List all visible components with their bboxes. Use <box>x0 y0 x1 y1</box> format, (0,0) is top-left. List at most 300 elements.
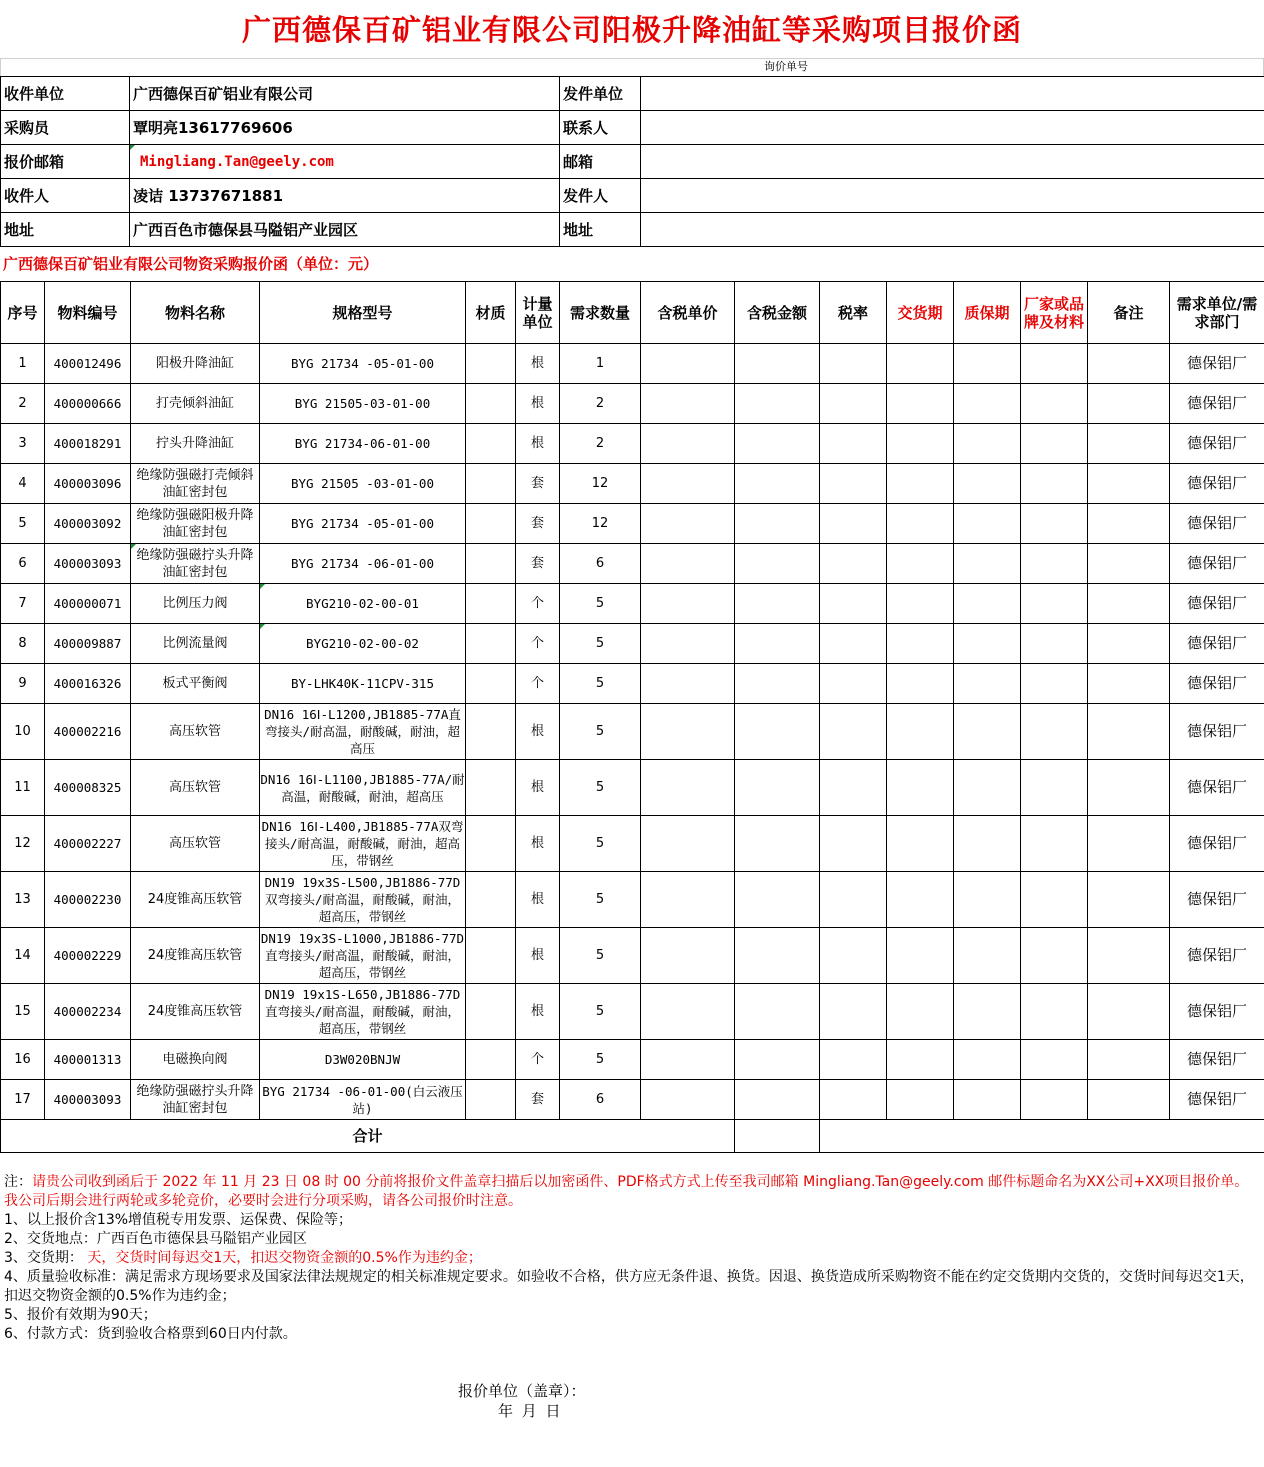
cell-name: 绝缘防强磁拧头升降油缸密封包 <box>131 544 260 584</box>
table-row <box>1 928 1264 984</box>
inquiry-number-label: 询价单号 <box>764 60 808 73</box>
cell-no: 17 <box>1 1080 45 1120</box>
quotation-table <box>0 281 1264 1153</box>
cell-no: 7 <box>1 584 45 624</box>
cell-empty <box>820 664 887 704</box>
cell-empty <box>954 384 1021 424</box>
cell-empty <box>466 544 516 584</box>
table-row <box>1 704 1264 760</box>
cell-no: 15 <box>1 984 45 1040</box>
cell-dept: 德保铝厂 <box>1170 504 1264 544</box>
table-row <box>1 1040 1264 1080</box>
cell-empty <box>887 424 954 464</box>
info-row <box>1 77 1264 111</box>
info-value-left: 广西德保百矿铝业有限公司 <box>130 77 560 111</box>
cell-code: 400018291 <box>45 424 131 464</box>
cell-code: 400003093 <box>45 1080 131 1120</box>
cell-spec: BYG210-02-00-02 <box>260 624 466 664</box>
cell-code: 400002230 <box>45 872 131 928</box>
cell-empty <box>1021 760 1088 816</box>
cell-empty <box>954 760 1021 816</box>
cell-dept: 德保铝厂 <box>1170 624 1264 664</box>
cell-name: 电磁换向阀 <box>131 1040 260 1080</box>
cell-no: 12 <box>1 816 45 872</box>
cell-empty <box>466 584 516 624</box>
column-header: 物料名称 <box>131 282 260 344</box>
column-header: 质保期 <box>954 282 1021 344</box>
cell-empty <box>1088 664 1170 704</box>
cell-empty <box>641 344 735 384</box>
note-prefix: 注： <box>4 1174 32 1190</box>
cell-dept: 德保铝厂 <box>1170 424 1264 464</box>
cell-name: 比例压力阀 <box>131 584 260 624</box>
cell-spec: BYG 21505 -03-01-00 <box>260 464 466 504</box>
total-label: 合计 <box>1 1120 735 1153</box>
cell-empty <box>735 984 820 1040</box>
cell-unit: 根 <box>516 424 560 464</box>
header-info-table <box>0 76 1264 247</box>
cell-empty <box>735 464 820 504</box>
cell-empty <box>1021 424 1088 464</box>
cell-qty: 12 <box>560 464 641 504</box>
cell-unit: 根 <box>516 704 560 760</box>
cell-code: 400001313 <box>45 1040 131 1080</box>
note-3 <box>4 1249 1256 1268</box>
cell-empty <box>1088 928 1170 984</box>
cell-name: 板式平衡阀 <box>131 664 260 704</box>
cell-dept: 德保铝厂 <box>1170 928 1264 984</box>
cell-no: 16 <box>1 1040 45 1080</box>
cell-empty <box>954 464 1021 504</box>
cell-empty <box>820 928 887 984</box>
table-row <box>1 384 1264 424</box>
cell-unit: 根 <box>516 384 560 424</box>
cell-code: 400012496 <box>45 344 131 384</box>
cell-empty <box>466 760 516 816</box>
column-header: 物料编号 <box>45 282 131 344</box>
cell-code: 400002216 <box>45 704 131 760</box>
cell-empty <box>1088 584 1170 624</box>
cell-dept: 德保铝厂 <box>1170 872 1264 928</box>
cell-empty <box>820 1080 887 1120</box>
cell-empty <box>641 664 735 704</box>
cell-qty: 5 <box>560 704 641 760</box>
cell-empty <box>887 664 954 704</box>
cell-code: 400003093 <box>45 544 131 584</box>
note-deadline-text: 请贵公司收到函后于 2022 年 11 月 23 日 08 时 00 分前将报价文件盖章扫描后以加密函件、PDF格式方式上传至我司邮箱 Mingliang.Tan@geely.com 邮件标题命名为XX公司+XX项目报价单。我公司后期会进行两轮或多轮竞价，必要时会进行分项采购，请各公司报价时注意。 <box>4 1174 1249 1209</box>
cell-code: 400008325 <box>45 760 131 816</box>
cell-empty <box>735 760 820 816</box>
cell-empty <box>1088 424 1170 464</box>
info-label-right: 地址 <box>560 213 641 247</box>
cell-empty <box>820 624 887 664</box>
cell-empty <box>735 1080 820 1120</box>
cell-empty <box>1021 816 1088 872</box>
cell-dept: 德保铝厂 <box>1170 704 1264 760</box>
cell-empty <box>887 704 954 760</box>
cell-empty <box>641 816 735 872</box>
cell-name: 拧头升降油缸 <box>131 424 260 464</box>
cell-qty: 1 <box>560 344 641 384</box>
cell-empty <box>954 344 1021 384</box>
table-row <box>1 760 1264 816</box>
cell-empty <box>820 464 887 504</box>
total-rest <box>820 1120 1264 1153</box>
cell-empty <box>1088 760 1170 816</box>
cell-empty <box>1088 984 1170 1040</box>
cell-dept: 德保铝厂 <box>1170 760 1264 816</box>
cell-empty <box>735 1040 820 1080</box>
cell-qty: 12 <box>560 504 641 544</box>
cell-spec: BYG 21734 -05-01-00 <box>260 504 466 544</box>
cell-empty <box>1021 344 1088 384</box>
info-value-right <box>641 111 1264 145</box>
cell-empty <box>641 760 735 816</box>
cell-unit: 套 <box>516 1080 560 1120</box>
table-header-row <box>1 282 1264 344</box>
cell-spec: BYG 21734-06-01-00 <box>260 424 466 464</box>
sign-date: 年 月 日 <box>498 1402 563 1420</box>
column-header: 规格型号 <box>260 282 466 344</box>
cell-spec: BY-LHK40K-11CPV-315 <box>260 664 466 704</box>
info-value-right <box>641 213 1264 247</box>
notes-block <box>4 1173 1256 1344</box>
cell-name: 高压软管 <box>131 816 260 872</box>
info-row <box>1 179 1264 213</box>
cell-unit: 个 <box>516 1040 560 1080</box>
column-header: 含税金额 <box>735 282 820 344</box>
cell-unit: 根 <box>516 984 560 1040</box>
cell-qty: 5 <box>560 624 641 664</box>
cell-dept: 德保铝厂 <box>1170 584 1264 624</box>
cell-unit: 根 <box>516 344 560 384</box>
cell-empty <box>820 816 887 872</box>
column-header: 交货期 <box>887 282 954 344</box>
cell-spec: DN19 19x3S-L500,JB1886-77D 双弯接头/耐高温，耐酸碱，耐油，超高压，带钢丝 <box>260 872 466 928</box>
cell-name: 绝缘防强磁阳极升降油缸密封包 <box>131 504 260 544</box>
cell-empty <box>466 1040 516 1080</box>
cell-empty <box>641 544 735 584</box>
table-row <box>1 624 1264 664</box>
cell-name: 高压软管 <box>131 760 260 816</box>
cell-empty <box>641 928 735 984</box>
cell-name: 24度锥高压软管 <box>131 928 260 984</box>
cell-spec: DN16 16Ⅰ-L1200,JB1885-77A直弯接头/耐高温，耐酸碱，耐油，超高压 <box>260 704 466 760</box>
cell-unit: 根 <box>516 872 560 928</box>
note-main <box>4 1173 1256 1211</box>
note-2: 2、交货地点：广西百色市德保县马隘铝产业园区 <box>4 1231 307 1247</box>
cell-empty <box>887 384 954 424</box>
column-header: 税率 <box>820 282 887 344</box>
cell-empty <box>1021 544 1088 584</box>
cell-empty <box>735 584 820 624</box>
info-value-left: 广西百色市德保县马隘铝产业园区 <box>130 213 560 247</box>
cell-code: 400002227 <box>45 816 131 872</box>
info-label-left: 地址 <box>1 213 130 247</box>
cell-no: 11 <box>1 760 45 816</box>
table-row <box>1 664 1264 704</box>
cell-qty: 5 <box>560 984 641 1040</box>
cell-empty <box>1021 624 1088 664</box>
cell-name: 24度锥高压软管 <box>131 872 260 928</box>
cell-empty <box>1088 344 1170 384</box>
info-row <box>1 145 1264 179</box>
cell-empty <box>641 504 735 544</box>
column-header: 计量单位 <box>516 282 560 344</box>
table-row <box>1 584 1264 624</box>
cell-code: 400003092 <box>45 504 131 544</box>
cell-spec: BYG 21734 -05-01-00 <box>260 344 466 384</box>
cell-spec: BYG 21734 -06-01-00(白云液压站) <box>260 1080 466 1120</box>
info-label-right: 发件人 <box>560 179 641 213</box>
cell-name: 打壳倾斜油缸 <box>131 384 260 424</box>
cell-spec: DN16 16Ⅰ-L400,JB1885-77A双弯接头/耐高温，耐酸碱，耐油，超高压，带钢丝 <box>260 816 466 872</box>
info-value-left: Mingliang.Tan@geely.com <box>130 145 560 179</box>
cell-spec: DN16 16Ⅰ-L1100,JB1885-77A/耐高温，耐酸碱，耐油，超高压 <box>260 760 466 816</box>
cell-spec: BYG 21734 -06-01-00 <box>260 544 466 584</box>
cell-unit: 根 <box>516 760 560 816</box>
cell-name: 阳极升降油缸 <box>131 344 260 384</box>
cell-empty <box>887 344 954 384</box>
column-header: 含税单价 <box>641 282 735 344</box>
cell-empty <box>887 544 954 584</box>
signature-block <box>458 1381 586 1421</box>
cell-empty <box>954 984 1021 1040</box>
cell-code: 400000666 <box>45 384 131 424</box>
table-row <box>1 984 1264 1040</box>
cell-no: 2 <box>1 384 45 424</box>
cell-qty: 2 <box>560 384 641 424</box>
cell-empty <box>887 464 954 504</box>
cell-name: 24度锥高压软管 <box>131 984 260 1040</box>
cell-empty <box>1021 584 1088 624</box>
note-3-prefix: 3、交货期： <box>4 1250 83 1266</box>
cell-no: 8 <box>1 624 45 664</box>
cell-code: 400003096 <box>45 464 131 504</box>
page-title: 广西德保百矿铝业有限公司阳极升降油缸等采购项目报价函 <box>241 13 1022 47</box>
column-header: 材质 <box>466 282 516 344</box>
cell-spec: D3W020BNJW <box>260 1040 466 1080</box>
cell-dept: 德保铝厂 <box>1170 664 1264 704</box>
cell-empty <box>954 664 1021 704</box>
cell-empty <box>466 624 516 664</box>
sign-label: 报价单位（盖章）： <box>458 1382 586 1400</box>
cell-dept: 德保铝厂 <box>1170 984 1264 1040</box>
cell-empty <box>1021 504 1088 544</box>
cell-empty <box>1021 984 1088 1040</box>
info-value-right <box>641 77 1264 111</box>
cell-qty: 5 <box>560 928 641 984</box>
info-row <box>1 111 1264 145</box>
cell-qty: 5 <box>560 584 641 624</box>
table-row <box>1 424 1264 464</box>
cell-empty <box>735 384 820 424</box>
cell-dept: 德保铝厂 <box>1170 344 1264 384</box>
cell-qty: 5 <box>560 872 641 928</box>
cell-qty: 2 <box>560 424 641 464</box>
cell-no: 4 <box>1 464 45 504</box>
note-1: 1、以上报价含13%增值税专用发票、运保费、保险等； <box>4 1212 353 1228</box>
table-row <box>1 872 1264 928</box>
cell-empty <box>641 424 735 464</box>
cell-empty <box>466 664 516 704</box>
cell-no: 14 <box>1 928 45 984</box>
cell-empty <box>1088 816 1170 872</box>
cell-no: 10 <box>1 704 45 760</box>
table-subtitle: 广西德保百矿铝业有限公司物资采购报价函（单位：元） <box>3 255 379 273</box>
info-value-left: 凌诘 13737671881 <box>130 179 560 213</box>
cell-empty <box>1088 872 1170 928</box>
cell-empty <box>735 928 820 984</box>
table-row <box>1 1080 1264 1120</box>
cell-empty <box>466 424 516 464</box>
cell-empty <box>735 624 820 664</box>
cell-empty <box>1021 664 1088 704</box>
cell-empty <box>887 984 954 1040</box>
cell-empty <box>954 1040 1021 1080</box>
cell-empty <box>466 384 516 424</box>
cell-empty <box>820 544 887 584</box>
cell-unit: 套 <box>516 464 560 504</box>
cell-empty <box>1021 464 1088 504</box>
cell-empty <box>735 504 820 544</box>
info-value-left: 覃明亮13617769606 <box>130 111 560 145</box>
info-label-left: 收件人 <box>1 179 130 213</box>
cell-empty <box>887 928 954 984</box>
cell-empty <box>954 704 1021 760</box>
cell-spec: BYG210-02-00-01 <box>260 584 466 624</box>
cell-empty <box>820 584 887 624</box>
cell-name: 绝缘防强磁拧头升降油缸密封包 <box>131 1080 260 1120</box>
cell-qty: 5 <box>560 664 641 704</box>
cell-empty <box>641 584 735 624</box>
cell-empty <box>887 624 954 664</box>
cell-unit: 根 <box>516 928 560 984</box>
cell-empty <box>641 1040 735 1080</box>
cell-empty <box>735 544 820 584</box>
cell-empty <box>820 984 887 1040</box>
cell-code: 400002229 <box>45 928 131 984</box>
cell-empty <box>641 624 735 664</box>
cell-name: 高压软管 <box>131 704 260 760</box>
cell-empty <box>1088 1040 1170 1080</box>
cell-empty <box>735 704 820 760</box>
cell-empty <box>820 1040 887 1080</box>
cell-empty <box>820 872 887 928</box>
top-grid-line <box>0 58 1264 77</box>
cell-empty <box>641 704 735 760</box>
cell-qty: 5 <box>560 1040 641 1080</box>
cell-name: 绝缘防强磁打壳倾斜油缸密封包 <box>131 464 260 504</box>
info-value-right <box>641 179 1264 213</box>
info-label-left: 报价邮箱 <box>1 145 130 179</box>
info-label-left: 收件单位 <box>1 77 130 111</box>
table-row <box>1 464 1264 504</box>
cell-empty <box>1021 1040 1088 1080</box>
cell-empty <box>735 664 820 704</box>
cell-empty <box>1088 504 1170 544</box>
table-row <box>1 544 1264 584</box>
table-row <box>1 816 1264 872</box>
cell-empty <box>641 384 735 424</box>
cell-empty <box>820 344 887 384</box>
cell-empty <box>641 872 735 928</box>
column-header: 厂家或品牌及材料 <box>1021 282 1088 344</box>
cell-no: 9 <box>1 664 45 704</box>
column-header: 备注 <box>1088 282 1170 344</box>
total-row <box>1 1120 1264 1153</box>
cell-empty <box>466 464 516 504</box>
cell-code: 400009887 <box>45 624 131 664</box>
info-label-left: 采购员 <box>1 111 130 145</box>
column-header: 需求单位/需求部门 <box>1170 282 1264 344</box>
note-5: 5、报价有效期为90天； <box>4 1307 157 1323</box>
table-row <box>1 344 1264 384</box>
cell-unit: 套 <box>516 504 560 544</box>
cell-empty <box>466 504 516 544</box>
cell-empty <box>887 816 954 872</box>
cell-dept: 德保铝厂 <box>1170 464 1264 504</box>
cell-empty <box>954 424 1021 464</box>
info-row <box>1 213 1264 247</box>
cell-no: 5 <box>1 504 45 544</box>
cell-empty <box>954 544 1021 584</box>
cell-empty <box>820 760 887 816</box>
cell-empty <box>1021 928 1088 984</box>
cell-unit: 个 <box>516 664 560 704</box>
cell-dept: 德保铝厂 <box>1170 384 1264 424</box>
note-4: 4、质量验收标准：满足需求方现场要求及国家法律法规规定的相关标准规定要求。如验收不合格，供方应无条件退、换货。因退、换货造成所采购物资不能在约定交货期内交货的，交货时间每迟交1天，扣迟交物资金额的0.5%作为违约金； <box>4 1269 1254 1304</box>
column-header: 序号 <box>1 282 45 344</box>
cell-empty <box>954 624 1021 664</box>
cell-empty <box>1021 1080 1088 1120</box>
info-value-right <box>641 145 1264 179</box>
cell-empty <box>466 872 516 928</box>
cell-code: 400016326 <box>45 664 131 704</box>
cell-empty <box>466 984 516 1040</box>
column-header: 需求数量 <box>560 282 641 344</box>
cell-no: 6 <box>1 544 45 584</box>
cell-spec: BYG 21505-03-01-00 <box>260 384 466 424</box>
cell-empty <box>466 816 516 872</box>
cell-empty <box>954 872 1021 928</box>
cell-empty <box>1021 704 1088 760</box>
cell-dept: 德保铝厂 <box>1170 544 1264 584</box>
cell-empty <box>954 816 1021 872</box>
note-6: 6、付款方式：货到验收合格票到60日内付款。 <box>4 1326 297 1342</box>
cell-qty: 5 <box>560 816 641 872</box>
cell-empty <box>887 1040 954 1080</box>
cell-empty <box>887 504 954 544</box>
cell-empty <box>735 344 820 384</box>
cell-empty <box>641 464 735 504</box>
cell-empty <box>887 872 954 928</box>
cell-empty <box>735 424 820 464</box>
cell-empty <box>1088 464 1170 504</box>
cell-empty <box>466 344 516 384</box>
cell-empty <box>641 1080 735 1120</box>
cell-unit: 根 <box>516 816 560 872</box>
cell-spec: DN19 19x3S-L1000,JB1886-77D 直弯接头/耐高温，耐酸碱，耐油，超高压，带钢丝 <box>260 928 466 984</box>
cell-empty <box>641 984 735 1040</box>
cell-unit: 个 <box>516 584 560 624</box>
table-row <box>1 504 1264 544</box>
cell-dept: 德保铝厂 <box>1170 1040 1264 1080</box>
cell-empty <box>820 704 887 760</box>
info-label-right: 邮箱 <box>560 145 641 179</box>
cell-empty <box>887 760 954 816</box>
cell-empty <box>1088 1080 1170 1120</box>
